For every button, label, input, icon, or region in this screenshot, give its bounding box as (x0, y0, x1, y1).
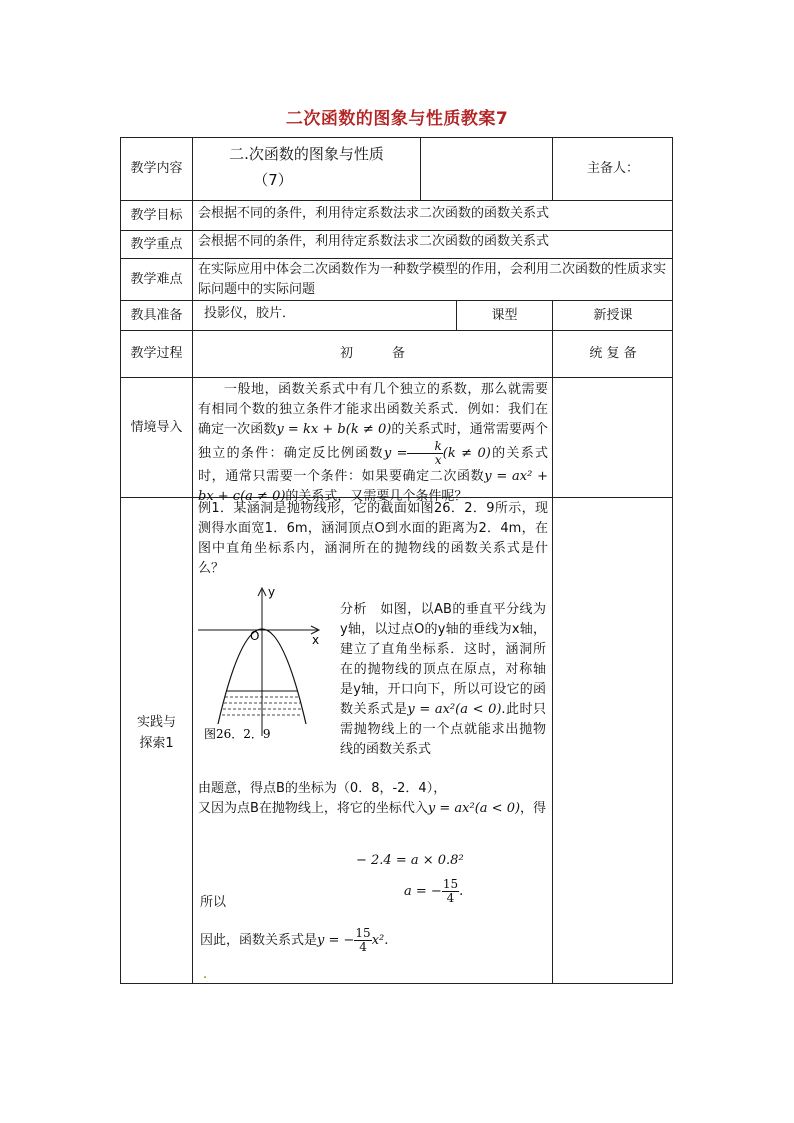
eq-model: y = ax²(a < 0) (407, 702, 502, 717)
intro-paragraph (198, 380, 548, 507)
tools-text: 投影仪，胶片． (204, 306, 296, 321)
eq-a-line (404, 878, 504, 905)
intro-text-3: 的关系式时，通常只需要一个条件：如果要确定二次函数 (198, 446, 548, 484)
eq-final-fraction (354, 927, 371, 954)
eq-a-den: 4 (446, 891, 455, 905)
axis-x-label: x (312, 633, 320, 647)
solution-step-2 (198, 799, 548, 819)
intro-text-2: 的关系式时，通常需要两个独立的条件：确定反比例函数 (198, 422, 548, 461)
eq-inverse-den: x (434, 453, 442, 467)
preparer-label: 主备人： (586, 161, 639, 176)
stray-dot: . (203, 967, 208, 982)
eq-linear: y = kx + b(k ≠ 0) (276, 422, 392, 437)
eq-substitution: − 2.4 = a × 0.8² (356, 853, 464, 868)
eq-a-post: . (459, 884, 464, 899)
page-title: 二次函数的图象与性质教案7 (285, 109, 509, 129)
goal-label: 教学目标 (130, 208, 183, 223)
eq-a-pre: a = − (404, 884, 442, 899)
analysis-end: .此时只需抛物线上的一个点就能求出抛物线的函数关系式 (340, 702, 546, 757)
solution-step-2-text: 又因为点B在抛物线上，将它的坐标代入 (198, 801, 428, 816)
eq-a-num: 15 (442, 877, 459, 891)
key-label: 教学重点 (130, 237, 183, 252)
axis-y-label: y (268, 585, 276, 599)
difficult-label: 教学难点 (130, 272, 183, 287)
practice-label-2: 探索1 (139, 736, 174, 751)
eq-a-fraction (442, 878, 459, 905)
intro-text-4: 的关系式，又需要几个条件呢？ (285, 489, 468, 504)
col-review: 统 复 备 (589, 346, 637, 361)
difficult-text: 在实际应用中体会二次函数作为一种数学模型的作用，会利用二次函数的性质求实际问题中的实际问题 (198, 262, 667, 297)
eq-final-pre: y = − (317, 933, 355, 948)
eq-quadratic: y = ax² + bx + c(a ≠ 0) (198, 469, 548, 504)
analysis-body: 分析 如图，以AB的垂直平分线为y轴，以过点O的y轴的垂线为x轴，建立了直角坐标系．这时，涵洞所在的抛物线的顶点在原点，对称轴是y轴，开口向下，所以可设它的函数关系式是 (340, 602, 546, 717)
topic-line1: 二.次函数的图象与性质 (229, 145, 384, 163)
eq-substitute-model: y = ax²(a < 0) (427, 801, 521, 816)
solution-step-1: 由题意，得点B的坐标为（0．8，-2．4）， (198, 781, 447, 796)
therefore-line (200, 927, 540, 954)
eq-inverse-pre: y = (383, 446, 408, 461)
origin-label: O (250, 629, 260, 643)
figure-caption: 图26．2．9 (204, 727, 271, 741)
eq-final-num: 15 (355, 926, 371, 940)
intro-label: 情境导入 (130, 420, 183, 435)
col-initial: 初 备 (339, 346, 405, 361)
eq-inverse-post: (k ≠ 0) (442, 446, 491, 461)
header-label: 教学内容 (130, 161, 183, 176)
tools-label: 教具准备 (130, 308, 183, 323)
practice-label-1: 实践与 (136, 715, 176, 730)
therefore-text: 因此，函数关系式是 (200, 933, 318, 948)
eq-final-post: x². (371, 933, 389, 948)
topic-line2: （7） (253, 171, 293, 189)
lesson-type-label: 课型 (491, 308, 518, 323)
so-label: 所以 (200, 895, 227, 910)
analysis-text (340, 600, 546, 760)
goal-text: 会根据不同的条件，利用待定系数法求二次函数的函数关系式 (198, 206, 550, 221)
example-text: 例1．某涵洞是抛物线形，它的截面如图26．2．9所示，现测得水面宽1．6m，涵洞顶点O到水面的距离为2．4m，在图中直角坐标系内，涵洞所在的抛物线的函数关系式是什么？ (198, 501, 548, 576)
solution-step-2-end: ，得 (520, 801, 547, 816)
process-label: 教学过程 (130, 346, 183, 361)
eq-final-den: 4 (359, 940, 367, 954)
intro-text-1: 一般地，函数关系式中有几个独立的系数，那么就需要有相同个数的独立条件才能求出函数关系式．例如：我们在确定一次函数 (198, 382, 548, 437)
lesson-type-value: 新授课 (593, 308, 633, 323)
parabola-figure (196, 584, 326, 744)
eq-inverse-num: k (407, 440, 442, 454)
eq-inverse-fraction (407, 440, 442, 467)
key-text: 会根据不同的条件，利用待定系数法求二次函数的函数关系式 (198, 234, 550, 249)
